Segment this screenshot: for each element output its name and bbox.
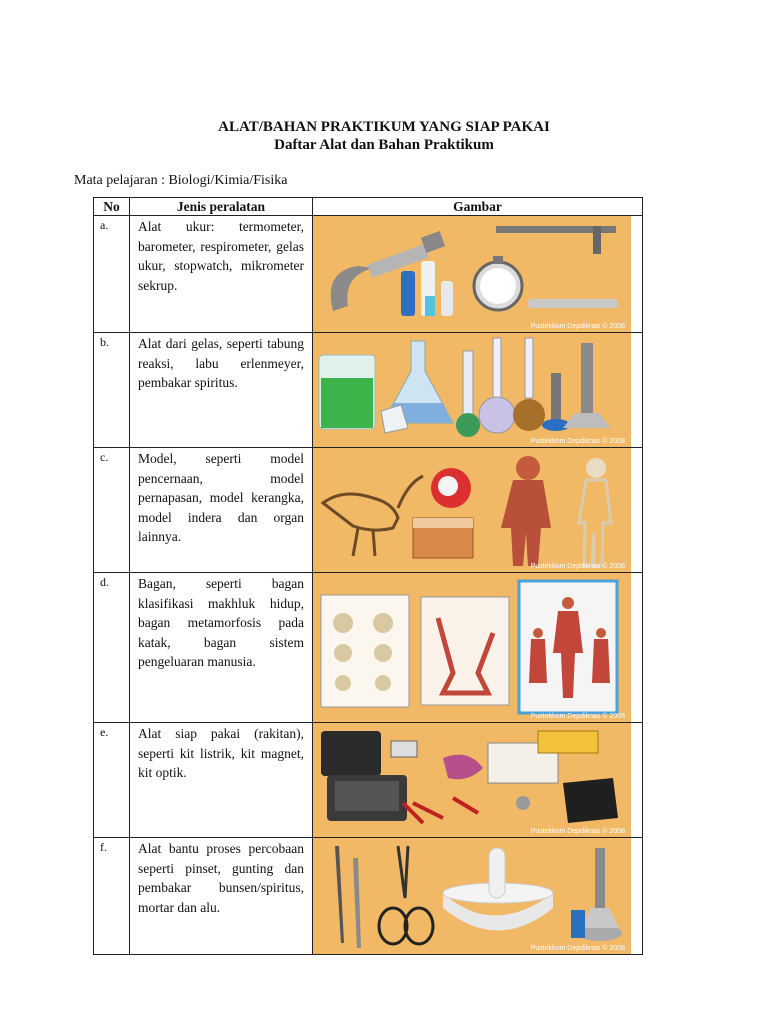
document-title: ALAT/BAHAN PRAKTIKUM YANG SIAP PAKAI xyxy=(218,119,550,135)
image-credit: Pustekkom Depdiknas © 2008 xyxy=(530,438,625,445)
row-number: b. xyxy=(94,333,130,448)
measuring-tools-illustration xyxy=(313,216,631,332)
image-credit: Pustekkom Depdiknas © 2008 xyxy=(530,828,625,835)
equipment-table xyxy=(93,197,643,955)
row-description: Bagan, seperti bagan klasifikasi makhluk hidup, bagan metamorfosis pada katak, bagan sistem pengeluaran manusia. xyxy=(130,573,313,723)
row-description: Alat siap pakai (rakitan), seperti kit listrik, kit magnet, kit optik. xyxy=(130,723,313,838)
row-number: c. xyxy=(94,448,130,573)
row-image xyxy=(313,216,643,333)
image-credit: Pustekkom Depdiknas © 2008 xyxy=(530,713,625,720)
measuring-tools-image xyxy=(313,216,631,332)
row-image xyxy=(313,573,643,723)
row-image xyxy=(313,723,643,838)
header-no: No xyxy=(94,198,130,216)
charts-illustration xyxy=(313,573,631,722)
row-number: d. xyxy=(94,573,130,723)
anatomical-models-image xyxy=(313,448,631,572)
glassware-image xyxy=(313,333,631,447)
glassware-illustration xyxy=(313,333,631,447)
kit-illustration xyxy=(313,723,631,837)
table-row xyxy=(94,448,643,573)
table-row xyxy=(94,573,643,723)
subject-line: Mata pelajaran : Biologi/Kimia/Fisika xyxy=(74,173,288,188)
header-type: Jenis peralatan xyxy=(130,198,313,216)
row-number: e. xyxy=(94,723,130,838)
row-image xyxy=(313,448,643,573)
row-number: a. xyxy=(94,216,130,333)
row-number: f. xyxy=(94,838,130,955)
table-header-row xyxy=(94,198,643,216)
kit-image xyxy=(313,723,631,837)
document-subtitle: Daftar Alat dan Bahan Praktikum xyxy=(274,137,494,153)
lab-aids-image xyxy=(313,838,631,954)
table-row xyxy=(94,216,643,333)
table-row xyxy=(94,333,643,448)
row-description: Alat dari gelas, seperti tabung reaksi, labu erlenmeyer, pembakar spiritus. xyxy=(130,333,313,448)
charts-image xyxy=(313,573,631,722)
image-credit: Pustekkom Depdiknas © 2008 xyxy=(530,563,625,570)
row-description: Alat bantu proses percobaan seperti pinset, gunting dan pembakar bunsen/spiritus, mortar dan alu. xyxy=(130,838,313,955)
row-description: Alat ukur: termometer, barometer, respirometer, gelas ukur, stopwatch, mikrometer sekrup. xyxy=(130,216,313,333)
image-credit: Pustekkom Depdiknas © 2008 xyxy=(530,323,625,330)
anatomical-models-illustration xyxy=(313,448,631,572)
row-image xyxy=(313,333,643,448)
lab-aids-illustration xyxy=(313,838,631,954)
image-credit: Pustekkom Depdiknas © 2008 xyxy=(530,945,625,952)
table-row xyxy=(94,838,643,955)
row-image xyxy=(313,838,643,955)
header-image: Gambar xyxy=(313,198,643,216)
table-row xyxy=(94,723,643,838)
row-description: Model, seperti model pencernaan, model pernapasan, model kerangka, model indera dan organ lainnya. xyxy=(130,448,313,573)
